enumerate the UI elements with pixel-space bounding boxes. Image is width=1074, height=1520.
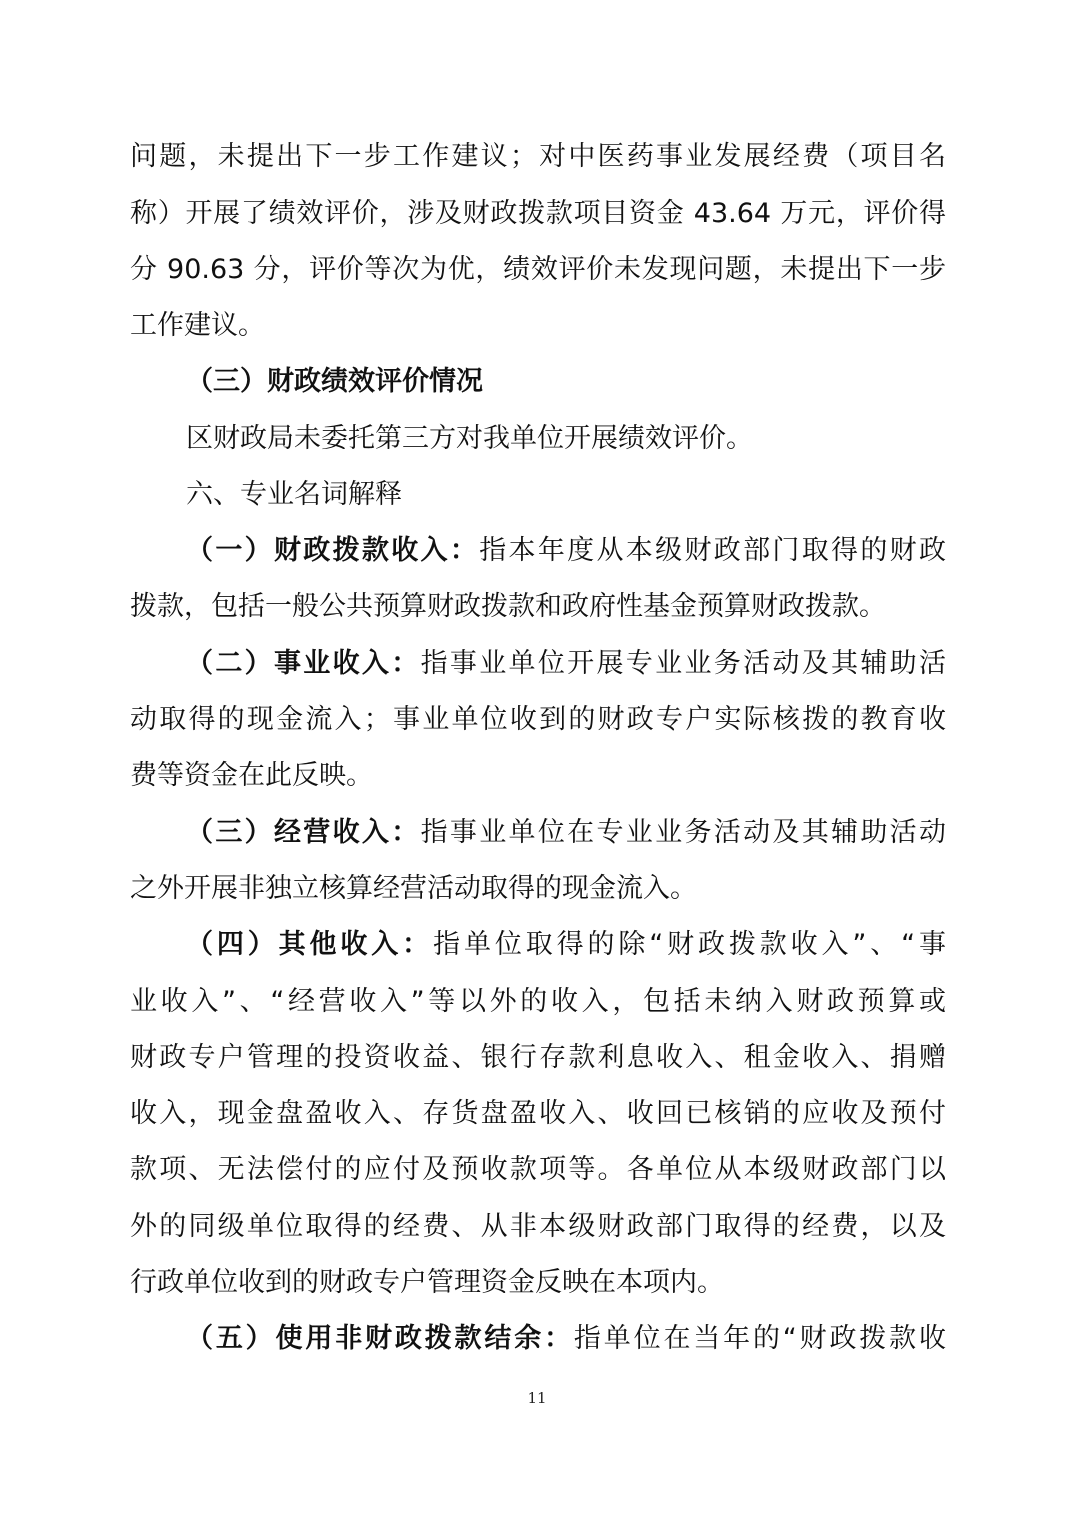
term-definition-line (186, 813, 946, 853)
body-text-line (130, 869, 946, 909)
term-label: （五）使用非财政拨款结余： (186, 1323, 574, 1354)
term-label: （三）经营收入： (186, 817, 421, 848)
section-heading (186, 362, 946, 402)
line-text: 指单位取得的除“财政拨款收入”、“事 (433, 929, 947, 960)
body-text-line (130, 700, 946, 740)
body-text-line (130, 306, 946, 346)
body-text-line (186, 419, 946, 459)
line-text: 财政专户管理的投资收益、银行存款利息收入、租金收入、捐赠 (130, 1042, 946, 1073)
heading-text: （三）财政绩效评价情况 (186, 366, 483, 397)
body-text-line (130, 137, 946, 177)
line-text: 工作建议。 (130, 310, 265, 341)
body-text-line (130, 982, 946, 1022)
term-label: （一）财政拨款收入： (186, 535, 480, 566)
term-definition-line (186, 531, 946, 571)
body-text-line (130, 1094, 946, 1134)
line-text: 收入，现金盘盈收入、存货盘盈收入、收回已核销的应收及预付 (130, 1098, 946, 1129)
heading-text: 六、专业名词解释 (186, 479, 402, 510)
line-text: 问题，未提出下一步工作建议；对中医药事业发展经费（项目名 (130, 141, 946, 172)
line-text: 指事业单位在专业业务活动及其辅助活动 (420, 817, 947, 848)
line-text: 指本年度从本级财政部门取得的财政 (479, 535, 947, 566)
page-number: 11 (527, 1389, 547, 1407)
body-text-line (130, 1150, 946, 1190)
body-text-line (130, 250, 946, 290)
line-text: 拨款，包括一般公共预算财政拨款和政府性基金预算财政拨款。 (130, 591, 886, 622)
term-definition-line (186, 644, 946, 684)
line-text: 费等资金在此反映。 (130, 760, 373, 791)
chapter-heading (186, 475, 946, 515)
line-text: 行政单位收到的财政专户管理资金反映在本项内。 (130, 1267, 724, 1298)
line-text: 指单位在当年的“财政拨款收 (573, 1323, 946, 1354)
line-text: 之外开展非独立核算经营活动取得的现金流入。 (130, 873, 697, 904)
line-text: 业收入”、“经营收入”等以外的收入，包括未纳入财政预算或 (130, 986, 946, 1017)
line-text: 区财政局未委托第三方对我单位开展绩效评价。 (186, 423, 753, 454)
term-definition-line (186, 1319, 946, 1359)
line-text: 款项、无法偿付的应付及预收款项等。各单位从本级财政部门以 (130, 1154, 946, 1185)
term-label: （四）其他收入： (186, 929, 434, 960)
line-text: 外的同级单位取得的经费、从非本级财政部门取得的经费，以及 (130, 1211, 946, 1242)
body-text-line (130, 587, 946, 627)
line-text: 指事业单位开展专业业务活动及其辅助活 (420, 648, 947, 679)
body-text-line (130, 194, 946, 234)
body-text-line (130, 756, 946, 796)
body-text-line (130, 1038, 946, 1078)
term-label: （二）事业收入： (186, 648, 421, 679)
term-definition-line (186, 925, 946, 965)
line-text: 称）开展了绩效评价，涉及财政拨款项目资金 43.64 万元，评价得 (130, 198, 946, 229)
line-text: 分 90.63 分，评价等次为优，绩效评价未发现问题，未提出下一步 (130, 254, 946, 285)
body-text-line (130, 1207, 946, 1247)
body-text-line (130, 1263, 946, 1303)
line-text: 动取得的现金流入；事业单位收到的财政专户实际核拨的教育收 (130, 704, 946, 735)
